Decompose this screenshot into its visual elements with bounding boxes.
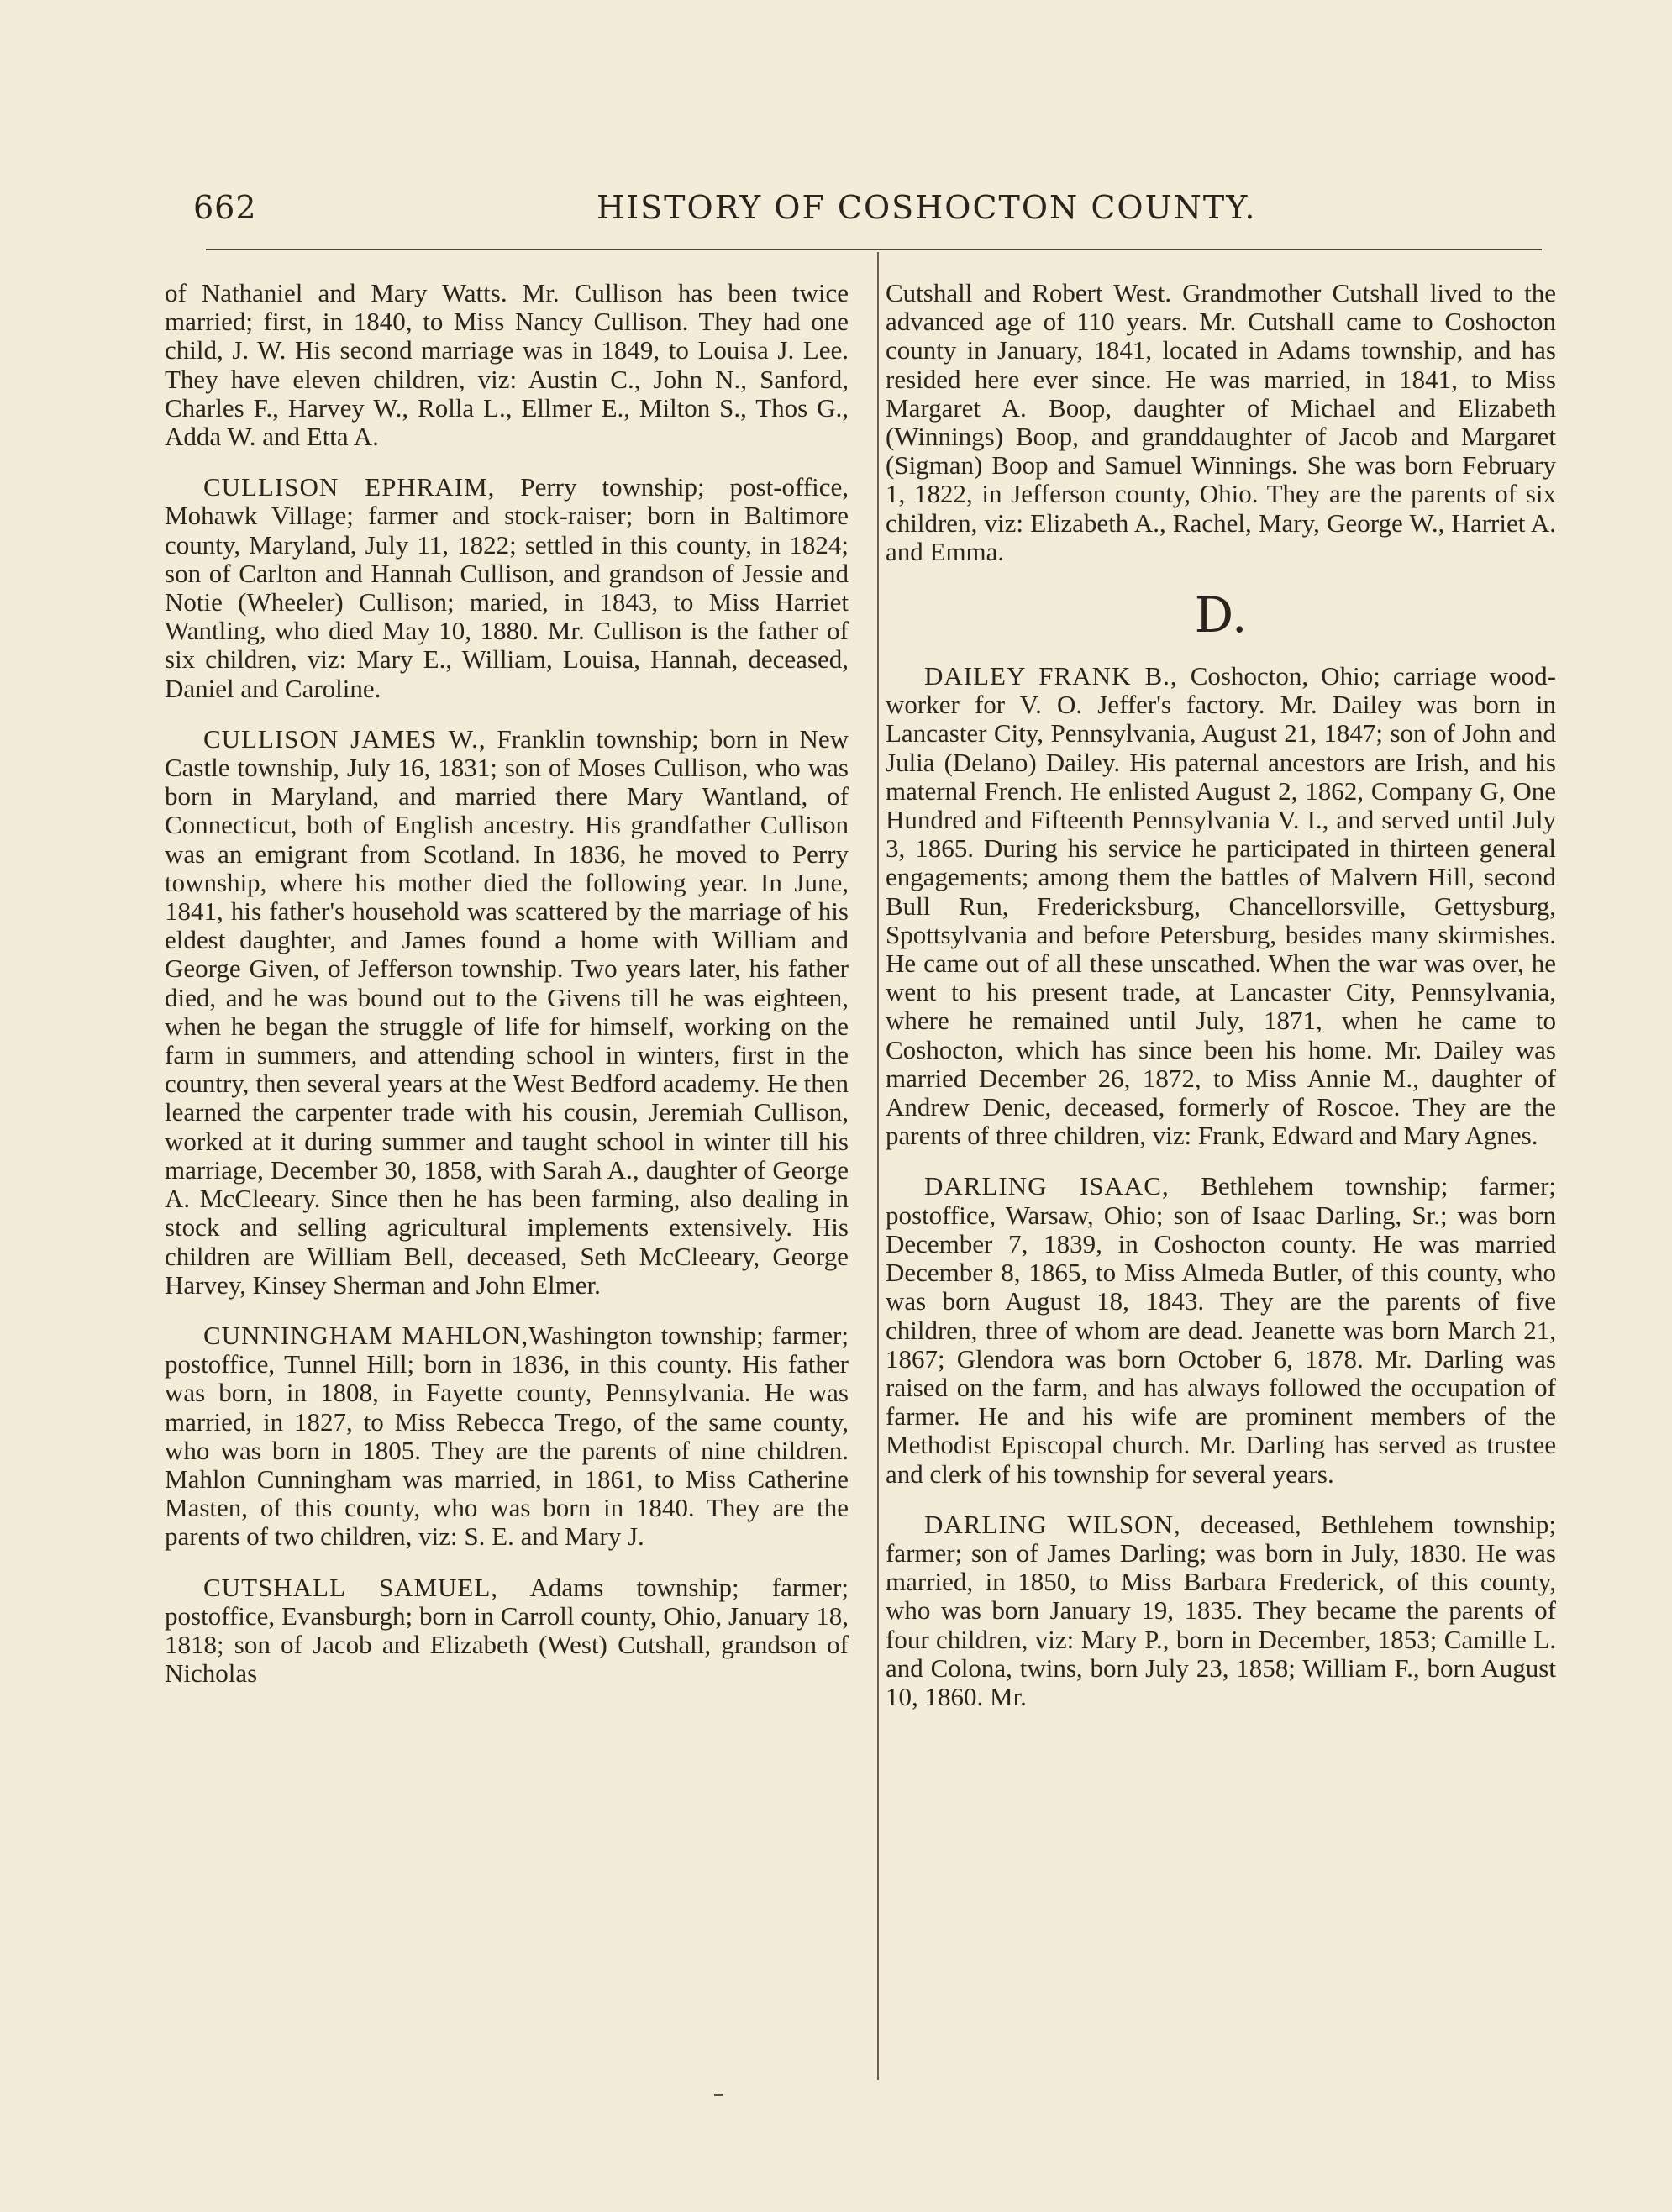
- section-letter: D.: [1194, 586, 1248, 644]
- running-title: HISTORY OF COSHOCTON COUNTY.: [597, 189, 1257, 226]
- entry-text: deceased, Bethlehem township; farmer; son of James Darling; was born in July, 1830. He was married, in 1850, to Miss Barbara Frederick, of this county, who was born January 19, 1835. They became the parents of four children, viz: Mary P., born in December, 1853; Camille L. and Colona, twins, born July 23, 1858; William F., born August 10, 1860. Mr.: [886, 1509, 1556, 1711]
- right-column: [886, 279, 1556, 1733]
- biography-entry: [886, 662, 1556, 1150]
- entry-name: DARLING ISAAC,: [924, 1171, 1170, 1201]
- header-rule: [206, 249, 1542, 250]
- page-number: 662: [193, 189, 257, 226]
- biography-entry: [886, 1172, 1556, 1488]
- column-divider: [877, 252, 879, 2080]
- entry-text: Bethlehem township; farmer; postoffice, Warsaw, Ohio; son of Isaac Darling, Sr.; was born December 7, 1839, in Coshocton county. He was married December 8, 1865, to Miss Almeda Butler, of this county, who was born August 18, 1843. They are the parents of five children, three of whom are dead. Jeanette was born March 21, 1867; Glendora was born October 6, 1878. Mr. Darling was raised on the farm, and has always followed the occupation of farmer. He and his wife are prominent members of the Methodist Episcopal church. Mr. Darling has served as trustee and clerk of his township for several years.: [886, 1171, 1557, 1489]
- entry-text: Coshocton, Ohio; carriage wood-worker for V. O. Jeffer's factory. Mr. Dailey was born in Lancaster City, Pennsylvania, August 21, 1847; son of John and Julia (Delano) Dailey. His paternal ancestors are Irish, and his maternal French. He enlisted August 2, 1862, Company G, One Hundred and Fifteenth Pennsylvania V. I., and served until July 3, 1865. During his service he participated in thirteen general engagements; among them the battles of Malvern Hill, second Bull Run, Fredericksburg, Chancellorsville, Gettysburg, Spottsylvania and before Petersburg, besides many skirmishes. He came out of all these unscathed. When the war was over, he went to his present trade, at Lancaster City, Pennsylvania, where he remained until July, 1871, when he came to Coshocton, which has since been his home. Mr. Dailey was married December 26, 1872, to Miss Annie M., daughter of Andrew Denic, deceased, formerly of Roscoe. They are the parents of three children, viz: Frank, Edward and Mary Agnes.: [886, 661, 1557, 1151]
- entry-name: CULLISON JAMES W.,: [203, 723, 486, 754]
- biography-entry: [165, 279, 849, 451]
- biography-entry: [886, 279, 1556, 566]
- page-header: [193, 189, 1538, 239]
- biography-entry: [165, 473, 849, 703]
- entry-text: Cutshall and Robert West. Grandmother Cutshall lived to the advanced age of 110 years. Mr. Cutshall came to Coshocton county in January, 1841, located in Adams township, and has resided here ever since. He was married, in 1841, to Miss Margaret A. Boop, daughter of Michael and Elizabeth (Winnings) Boop, and granddaughter of Jacob and Margaret (Sigman) Boop and Samuel Winnings. She was born February 1, 1822, in Jefferson county, Ohio. They are the parents of six children, viz: Elizabeth A., Rachel, Mary, George W., Harriet A. and Emma.: [886, 278, 1556, 566]
- entry-text: Washington township; farmer; postoffice, Tunnel Hill; born in 1836, in this county. His father was born, in 1808, in Fayette county, Pennsylvania. He was married, in 1827, to Miss Rebecca Trego, of the same county, who was born in 1805. They are the parents of nine children. Mahlon Cunningham was married, in 1861, to Miss Catherine Masten, of this county, who was born in 1840. They are the parents of two children, viz: S. E. and Mary J.: [165, 1320, 849, 1552]
- entry-text: of Nathaniel and Mary Watts. Mr. Cullison has been twice married; first, in 1840, to Miss Nancy Cullison. They had one child, J. W. His second marriage was in 1849, to Louisa J. Lee. They have eleven children, viz: Austin C., John N., Sanford, Charles F., Harvey W., Rolla L., Ellmer E., Milton S., Thos G., Adda W. and Etta A.: [165, 278, 849, 452]
- entry-text: Adams township; farmer; postoffice, Evansburgh; born in Carroll county, Ohio, January 18, 1818; son of Jacob and Elizabeth (West) Cutshall, grandson of Nicholas: [165, 1572, 849, 1689]
- entry-name: CUNNINGHAM MAHLON,: [203, 1320, 529, 1350]
- entry-name: CULLISON EPHRAIM,: [203, 472, 496, 502]
- entry-text: Franklin township; born in New Castle township, July 16, 1831; son of Moses Cullison, who was born in Maryland, and married there Mary Wantland, of Connecticut, both of English ancestry. His grandfather Cullison was an emigrant from Scotland. In 1836, he moved to Perry township, where his mother died the following year. In June, 1841, his father's household was scattered by the marriage of his eldest daughter, and James found a home with William and George Given, of Jefferson township. Two years later, his father died, and he was bound out to the Givens till he was eighteen, when he began the struggle of life for himself, working on the farm in summers, and attending school in winters, first in the country, then several years at the West Bedford academy. He then learned the carpenter trade with his cousin, Jeremiah Cullison, worked at it during summer and taught school in winter till his marriage, December 30, 1858, with Sarah A., daughter of George A. McCleeary. Since then he has been farming, also dealing in stock and selling agricultural implements extensively. His children are William Bell, deceased, Seth McCleeary, George Harvey, Kinsey Sherman and John Elmer.: [165, 723, 849, 1300]
- biography-entry: [165, 725, 849, 1300]
- left-column: [165, 279, 849, 1710]
- biography-entry: [165, 1574, 849, 1689]
- entry-text: Perry township; post-office, Mohawk Village; farmer and stock-raiser; born in Baltimore county, Maryland, July 11, 1822; settled in this county, in 1824; son of Carlton and Hannah Cullison, and grandson of Jessie and Notie (Wheeler) Cullison; maried, in 1843, to Miss Harriet Wantling, who died May 10, 1880. Mr. Cullison is the father of six children, viz: Mary E., William, Louisa, Hannah, deceased, Daniel and Caroline.: [165, 472, 849, 703]
- entry-name: CUTSHALL SAMUEL,: [203, 1572, 499, 1602]
- biography-entry: [886, 1511, 1556, 1711]
- entry-name: DAILEY FRANK B.,: [924, 661, 1178, 691]
- entry-name: DARLING WILSON,: [924, 1509, 1181, 1539]
- biography-entry: [165, 1321, 849, 1552]
- page-tail-mark: [714, 2094, 723, 2096]
